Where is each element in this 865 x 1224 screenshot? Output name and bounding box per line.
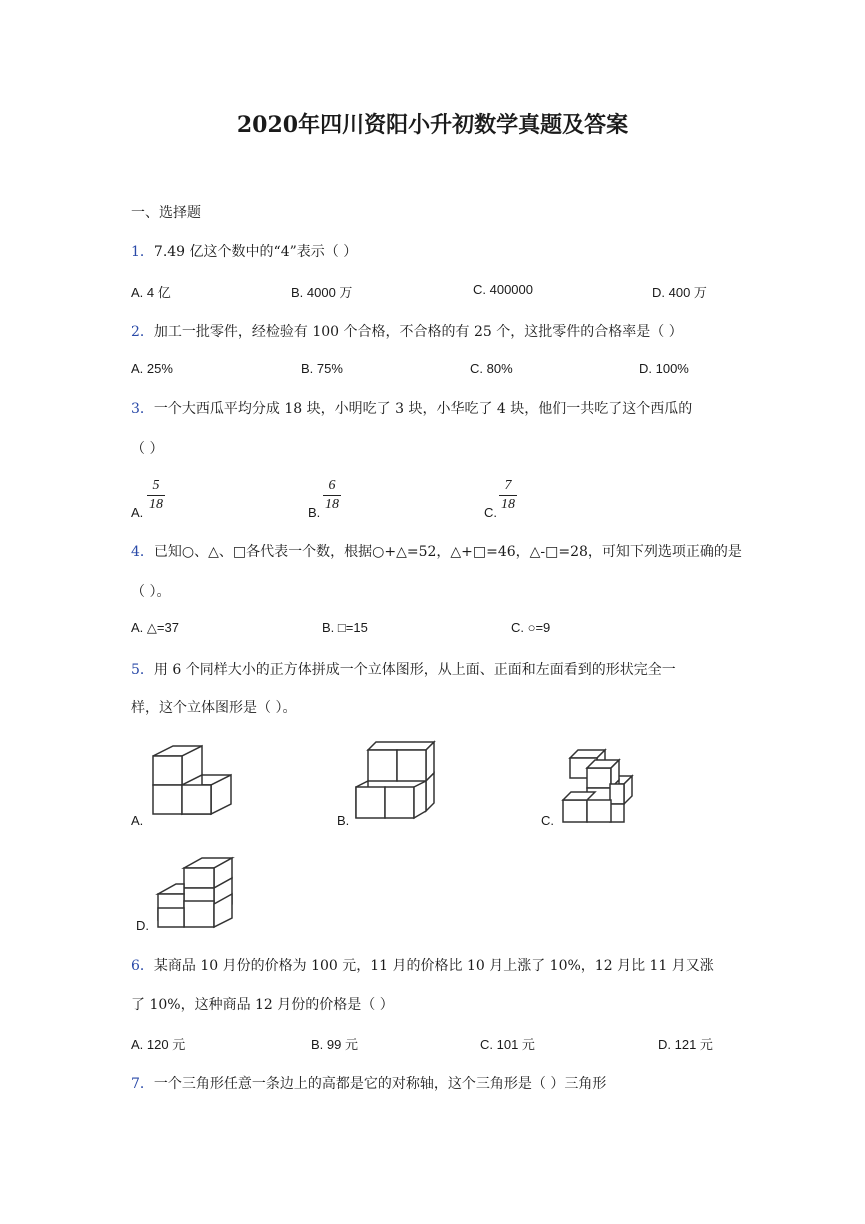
option-a-label: A. [131,813,144,828]
option-b-label: B. [308,505,321,520]
option-b: B. □=15 [322,620,368,635]
option-d: D. 121 元 [658,1037,713,1052]
option-b-label: B. [337,813,350,828]
option-a: A. △=37 [131,620,179,635]
option-d: D. 400 万 [652,285,707,300]
question-number: 6 [131,958,140,974]
option-c-label: C. [484,505,497,520]
question-text: 某商品 10 月份的价格为 100 元，11 月的价格比 10 月上涨了 10%，12 月比 11 月又涨 [153,958,714,974]
question-number: 7 [131,1076,140,1092]
option-c: C. 400000 [473,282,533,297]
question-text: 一个三角形任意一条边上的高都是它的对称轴，这个三角形是（ ）三角形 [153,1076,607,1092]
question-text: 用 6 个同样大小的正方体拼成一个立体图形，从上面、正面和左面看到的形状完全一 [153,662,676,678]
denominator: 18 [149,497,163,512]
option-a-fraction [145,478,167,513]
question-number: 3 [131,401,140,417]
question-number: 2 [131,324,140,340]
option-b: B. 99 元 [311,1037,358,1052]
option-a-cube-figure [148,738,238,824]
option-a: A. 120 元 [131,1037,186,1052]
question-text: 7.49 亿这个数中的“4”表示（ ） [153,244,358,260]
question-2: 2．加工一批零件，经检验有 100 个合格，不合格的有 25 个，这批零件的合格率是（ ） [131,324,683,340]
question-text: 一个大西瓜平均分成 18 块，小明吃了 3 块，小华吃了 4 块，他们一共吃了这个西瓜的 [153,401,693,417]
question-text-cont: （ ） [131,441,164,457]
question-number: 4 [131,544,140,560]
numerator: 5 [152,478,160,493]
option-d-cube-figure [152,846,238,930]
denominator: 18 [501,497,515,512]
option-a-label: A. [131,505,144,520]
option-b-fraction [321,478,343,513]
option-b-cube-figure [352,736,442,824]
question-4: 4．已知○、△、□各代表一个数，根据○+△=52，△+□=46，△-□=28，可知下列选项正确的是 [131,544,742,560]
option-a: A. 25% [131,361,173,376]
denominator: 18 [325,497,339,512]
option-d: D. 100% [639,361,689,376]
option-c-label: C. [541,813,554,828]
numerator: 7 [504,478,512,493]
question-text: 加工一批零件，经检验有 100 个合格，不合格的有 25 个，这批零件的合格率是（ ） [153,324,683,340]
numerator: 6 [328,478,336,493]
option-c-fraction [497,478,519,513]
option-a: A. 4 亿 [131,285,171,300]
option-c: C. 80% [470,361,513,376]
option-c: C. ○=9 [511,620,551,635]
question-6: 6．某商品 10 月份的价格为 100 元，11 月的价格比 10 月上涨了 10%，12 月比 11 月又涨 [131,958,714,974]
question-text-cont: 了 10%，这种商品 12 月份的价格是（ ） [131,997,394,1013]
section-heading: 一、选择题 [131,205,201,221]
question-1: 1．7.49 亿这个数中的“4”表示（ ） [131,244,358,260]
question-text: 已知○、△、□各代表一个数，根据○+△=52，△+□=46，△-□=28，可知下列选项正确的是 [153,544,742,560]
question-number: 5 [131,662,140,678]
option-b: B. 4000 万 [291,285,353,300]
option-c-cube-figure [558,746,638,826]
question-7: 7．一个三角形任意一条边上的高都是它的对称轴，这个三角形是（ ）三角形 [131,1076,607,1092]
question-number: 1 [131,244,140,260]
question-5: 5．用 6 个同样大小的正方体拼成一个立体图形，从上面、正面和左面看到的形状完全一 [131,662,676,678]
option-d-label: D. [136,918,149,933]
option-b: B. 75% [301,361,343,376]
question-text-cont: （ ）。 [131,584,171,600]
question-text-cont: 样，这个立体图形是（ ）。 [131,700,297,716]
option-c: C. 101 元 [480,1037,535,1052]
question-3: 3．一个大西瓜平均分成 18 块，小明吃了 3 块，小华吃了 4 块，他们一共吃了这个西瓜的 [131,401,693,417]
page-title: 2020年四川资阳小升初数学真题及答案 [236,112,629,138]
